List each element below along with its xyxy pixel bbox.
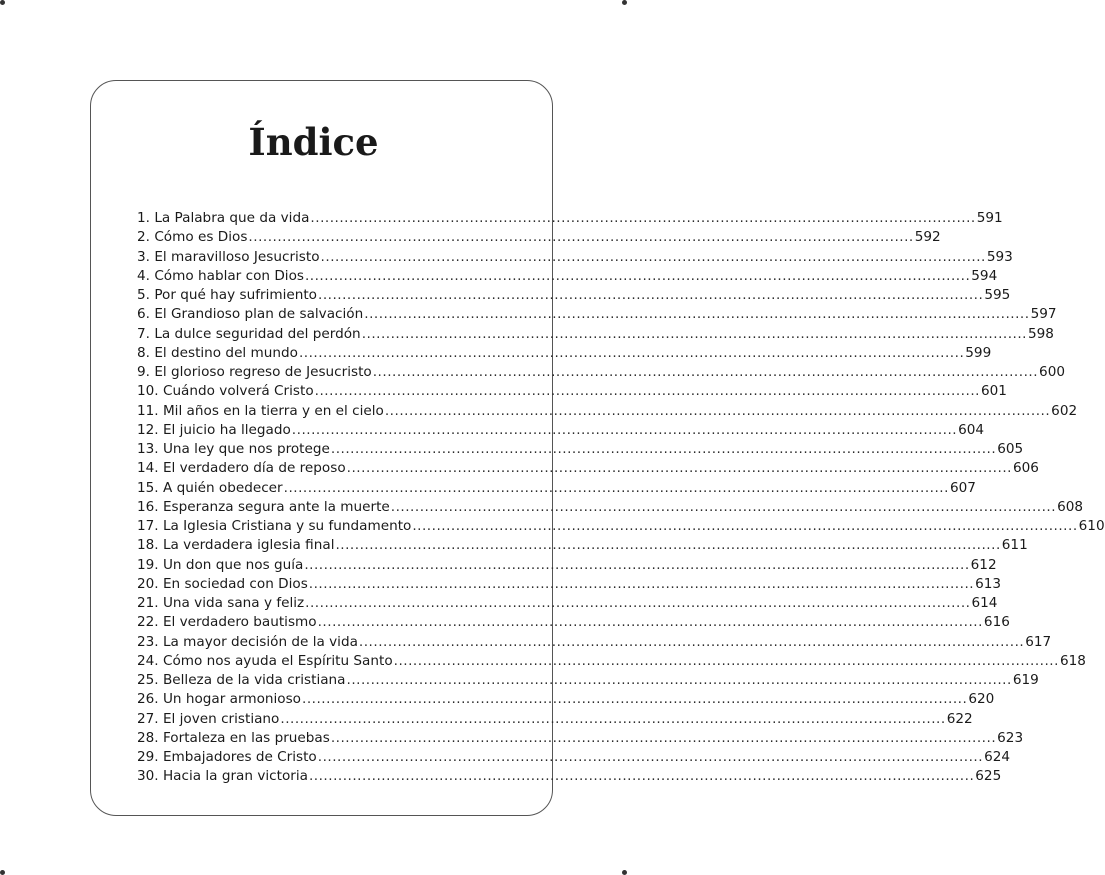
toc-entry-title: El juicio ha llegado xyxy=(162,421,291,438)
toc-entry-page: 595 xyxy=(984,287,1011,303)
toc-dot-leader xyxy=(331,440,996,459)
toc-dot-leader xyxy=(304,556,969,575)
toc-entry-page: 611 xyxy=(1001,537,1028,554)
toc-entry-page: 616 xyxy=(983,614,1010,631)
toc-dot-leader xyxy=(305,594,970,613)
toc-entry[interactable] xyxy=(137,459,1039,478)
toc-entry-number: 1. xyxy=(137,210,150,226)
toc-entry-page: 597 xyxy=(1030,306,1057,323)
toc-entry[interactable] xyxy=(137,710,973,729)
toc-dot-leader xyxy=(302,690,967,709)
toc-dot-leader xyxy=(335,536,1000,555)
toc-entry-title: Hacia la gran victoria xyxy=(162,768,308,785)
toc-entry-title: Una vida sana y feliz xyxy=(162,595,305,611)
toc-dot-leader xyxy=(284,479,949,498)
toc-entry-title: Mil años en la tierra y en el cielo xyxy=(162,402,384,419)
toc-entry-number: 30. xyxy=(137,768,159,785)
toc-entry-number: 7. xyxy=(137,325,150,342)
toc-entry-page: 614 xyxy=(971,595,998,611)
toc-entry[interactable] xyxy=(137,748,1011,767)
toc-entry-page: 620 xyxy=(968,691,995,708)
toc-entry-number: 25. xyxy=(137,672,159,688)
toc-entry[interactable] xyxy=(137,575,1002,594)
toc-entry-page: 593 xyxy=(986,248,1013,265)
toc-entry[interactable] xyxy=(137,286,1011,305)
toc-dot-leader xyxy=(248,228,913,247)
toc-entry-page: 624 xyxy=(984,749,1011,765)
toc-entry[interactable] xyxy=(137,633,1052,652)
toc-dot-leader xyxy=(299,344,964,363)
toc-entry-number: 23. xyxy=(137,633,159,650)
toc-entry-number: 11. xyxy=(137,402,159,419)
toc-dot-leader xyxy=(385,402,1050,421)
toc-entry-title: La Palabra que da vida xyxy=(154,210,310,226)
toc-dot-leader xyxy=(321,248,986,267)
toc-entry-page: 613 xyxy=(975,575,1002,592)
toc-entry[interactable] xyxy=(137,382,1007,401)
toc-dot-leader xyxy=(310,209,975,228)
toc-entry-number: 28. xyxy=(137,729,159,746)
toc-entry-page: 598 xyxy=(1028,325,1054,342)
toc-entry-number: 29. xyxy=(137,749,159,765)
toc-entry-title: Cómo es Dios xyxy=(154,229,248,246)
toc-dot-leader xyxy=(412,517,1077,536)
toc-entry-page: 607 xyxy=(949,479,976,496)
toc-entry-title: El maravilloso Jesucristo xyxy=(154,248,320,265)
toc-entry-page: 591 xyxy=(976,210,1003,226)
toc-entry-number: 14. xyxy=(137,460,159,477)
toc-entry-number: 18. xyxy=(137,537,159,554)
toc-entry[interactable] xyxy=(137,440,1024,459)
crop-mark-top-left xyxy=(0,0,5,5)
toc-entry-page: 610 xyxy=(1078,518,1105,534)
toc-dot-leader xyxy=(315,382,980,401)
toc-entry-number: 9. xyxy=(137,364,150,380)
toc-dot-leader xyxy=(331,729,996,748)
toc-entry-number: 6. xyxy=(137,306,150,323)
toc-entry-title: La dulce seguridad del perdón xyxy=(154,325,361,342)
toc-dot-leader xyxy=(347,459,1012,478)
toc-dot-leader xyxy=(362,325,1027,344)
toc-entry-title: Cómo hablar con Dios xyxy=(154,267,304,284)
toc-entry-number: 4. xyxy=(137,267,150,284)
toc-entry[interactable] xyxy=(137,671,1039,690)
toc-dot-leader xyxy=(318,613,983,632)
toc-entry[interactable] xyxy=(137,267,998,286)
toc-entry-title: Esperanza segura ante la muerte xyxy=(162,498,390,515)
toc-entry[interactable] xyxy=(137,613,1010,632)
toc-entry-number: 3. xyxy=(137,248,150,265)
toc-entry-page: 599 xyxy=(965,344,992,361)
toc-entry-title: Una ley que nos protege xyxy=(162,441,330,457)
toc-entry-title: El destino del mundo xyxy=(154,344,298,361)
toc-dot-leader xyxy=(364,305,1029,324)
toc-entry-number: 24. xyxy=(137,652,159,669)
toc-entry-number: 19. xyxy=(137,556,159,573)
toc-entry-page: 601 xyxy=(980,383,1007,400)
toc-entry-number: 12. xyxy=(137,421,159,438)
toc-dot-leader xyxy=(373,363,1038,382)
toc-dot-leader xyxy=(305,267,970,286)
toc-entry[interactable] xyxy=(137,363,1065,382)
toc-entry[interactable] xyxy=(137,344,992,363)
toc-entry-title: El verdadero bautismo xyxy=(162,614,317,631)
toc-entry[interactable] xyxy=(137,517,1105,536)
toc-entry[interactable] xyxy=(137,228,941,247)
toc-entry-number: 20. xyxy=(137,575,159,592)
toc-entry-number: 13. xyxy=(137,441,159,457)
toc-entry[interactable] xyxy=(137,498,1084,517)
toc-entry[interactable] xyxy=(137,767,1002,786)
toc-entry-title: Fortaleza en las pruebas xyxy=(162,729,330,746)
toc-entry-number: 10. xyxy=(137,383,159,400)
toc-entry-title: Un hogar armonioso xyxy=(162,691,301,708)
toc-dot-leader xyxy=(391,498,1056,517)
toc-entry-title: La verdadera iglesia final xyxy=(162,537,335,554)
toc-entry-page: 625 xyxy=(975,768,1002,785)
toc-entry-page: 617 xyxy=(1025,633,1052,650)
toc-entry-page: 618 xyxy=(1059,652,1086,669)
toc-entry-page: 622 xyxy=(946,710,973,727)
toc-entry-number: 17. xyxy=(137,518,159,534)
toc-entry-number: 16. xyxy=(137,498,159,515)
toc-entry[interactable] xyxy=(137,421,985,440)
toc-entry-page: 594 xyxy=(971,267,998,284)
toc-entry-title: Belleza de la vida cristiana xyxy=(162,672,346,688)
toc-entry-title: La Iglesia Cristiana y su fundamento xyxy=(162,518,412,534)
toc-entry[interactable] xyxy=(137,556,997,575)
toc-dot-leader xyxy=(309,575,974,594)
toc-entry-page: 606 xyxy=(1012,460,1039,477)
toc-entry[interactable] xyxy=(137,536,1028,555)
toc-dot-leader xyxy=(318,748,983,767)
toc-entry[interactable] xyxy=(137,652,1086,671)
toc-entry[interactable] xyxy=(137,305,1057,324)
crop-mark-top-right xyxy=(622,0,627,5)
toc-entry-title: Cuándo volverá Cristo xyxy=(162,383,314,400)
toc-entry-page: 612 xyxy=(970,556,997,573)
toc-entry-title: Un don que nos guía xyxy=(162,556,304,573)
toc-entry-title: Embajadores de Cristo xyxy=(162,749,317,765)
toc-entry-title: A quién obedecer xyxy=(162,479,283,496)
toc-dot-leader xyxy=(347,671,1012,690)
crop-mark-bottom-left xyxy=(0,870,5,875)
toc-entry-number: 8. xyxy=(137,344,150,361)
toc-entry-page: 623 xyxy=(997,729,1024,746)
toc-entry-number: 15. xyxy=(137,479,159,496)
toc-entry[interactable] xyxy=(137,209,1003,228)
toc-entry-page: 600 xyxy=(1039,364,1065,380)
toc-dot-leader xyxy=(309,767,974,786)
toc-entry[interactable] xyxy=(137,479,976,498)
toc-dot-leader xyxy=(280,710,945,729)
toc-entry-title: El verdadero día de reposo xyxy=(162,460,346,477)
toc-entry[interactable] xyxy=(137,248,1013,267)
toc-dot-leader xyxy=(318,286,983,305)
toc-entry-title: El glorioso regreso de Jesucristo xyxy=(154,364,372,380)
toc-entry-number: 2. xyxy=(137,229,150,246)
toc-entry-number: 26. xyxy=(137,691,159,708)
toc-entry-page: 619 xyxy=(1012,672,1039,688)
toc-entry-number: 27. xyxy=(137,710,159,727)
toc-entry[interactable] xyxy=(137,402,1078,421)
toc-entry[interactable] xyxy=(137,594,998,613)
page-title: Índice xyxy=(248,120,379,164)
toc-entry-title: Cómo nos ayuda el Espíritu Santo xyxy=(162,652,393,669)
toc-entry-page: 592 xyxy=(914,229,941,246)
toc-entry-page: 602 xyxy=(1051,402,1078,419)
toc-entry-number: 21. xyxy=(137,595,159,611)
toc-entry[interactable] xyxy=(137,690,995,709)
toc-entry-page: 608 xyxy=(1057,498,1084,515)
toc-entry-page: 605 xyxy=(997,441,1024,457)
toc-entry-title: Por qué hay sufrimiento xyxy=(154,287,317,303)
toc-entry[interactable] xyxy=(137,729,1024,748)
toc-entry-page: 604 xyxy=(958,421,985,438)
toc-dot-leader xyxy=(359,633,1024,652)
toc-dot-leader xyxy=(394,652,1059,671)
crop-mark-bottom-right xyxy=(622,870,627,875)
toc-entry-title: El Grandioso plan de salvación xyxy=(154,306,364,323)
toc-entry-number: 22. xyxy=(137,614,159,631)
toc-entry-title: El joven cristiano xyxy=(162,710,280,727)
toc-entry-number: 5. xyxy=(137,287,150,303)
toc-entry-title: La mayor decisión de la vida xyxy=(162,633,358,650)
table-of-contents xyxy=(137,209,1105,787)
toc-entry-title: En sociedad con Dios xyxy=(162,575,308,592)
toc-entry[interactable] xyxy=(137,325,1054,344)
toc-dot-leader xyxy=(292,421,957,440)
